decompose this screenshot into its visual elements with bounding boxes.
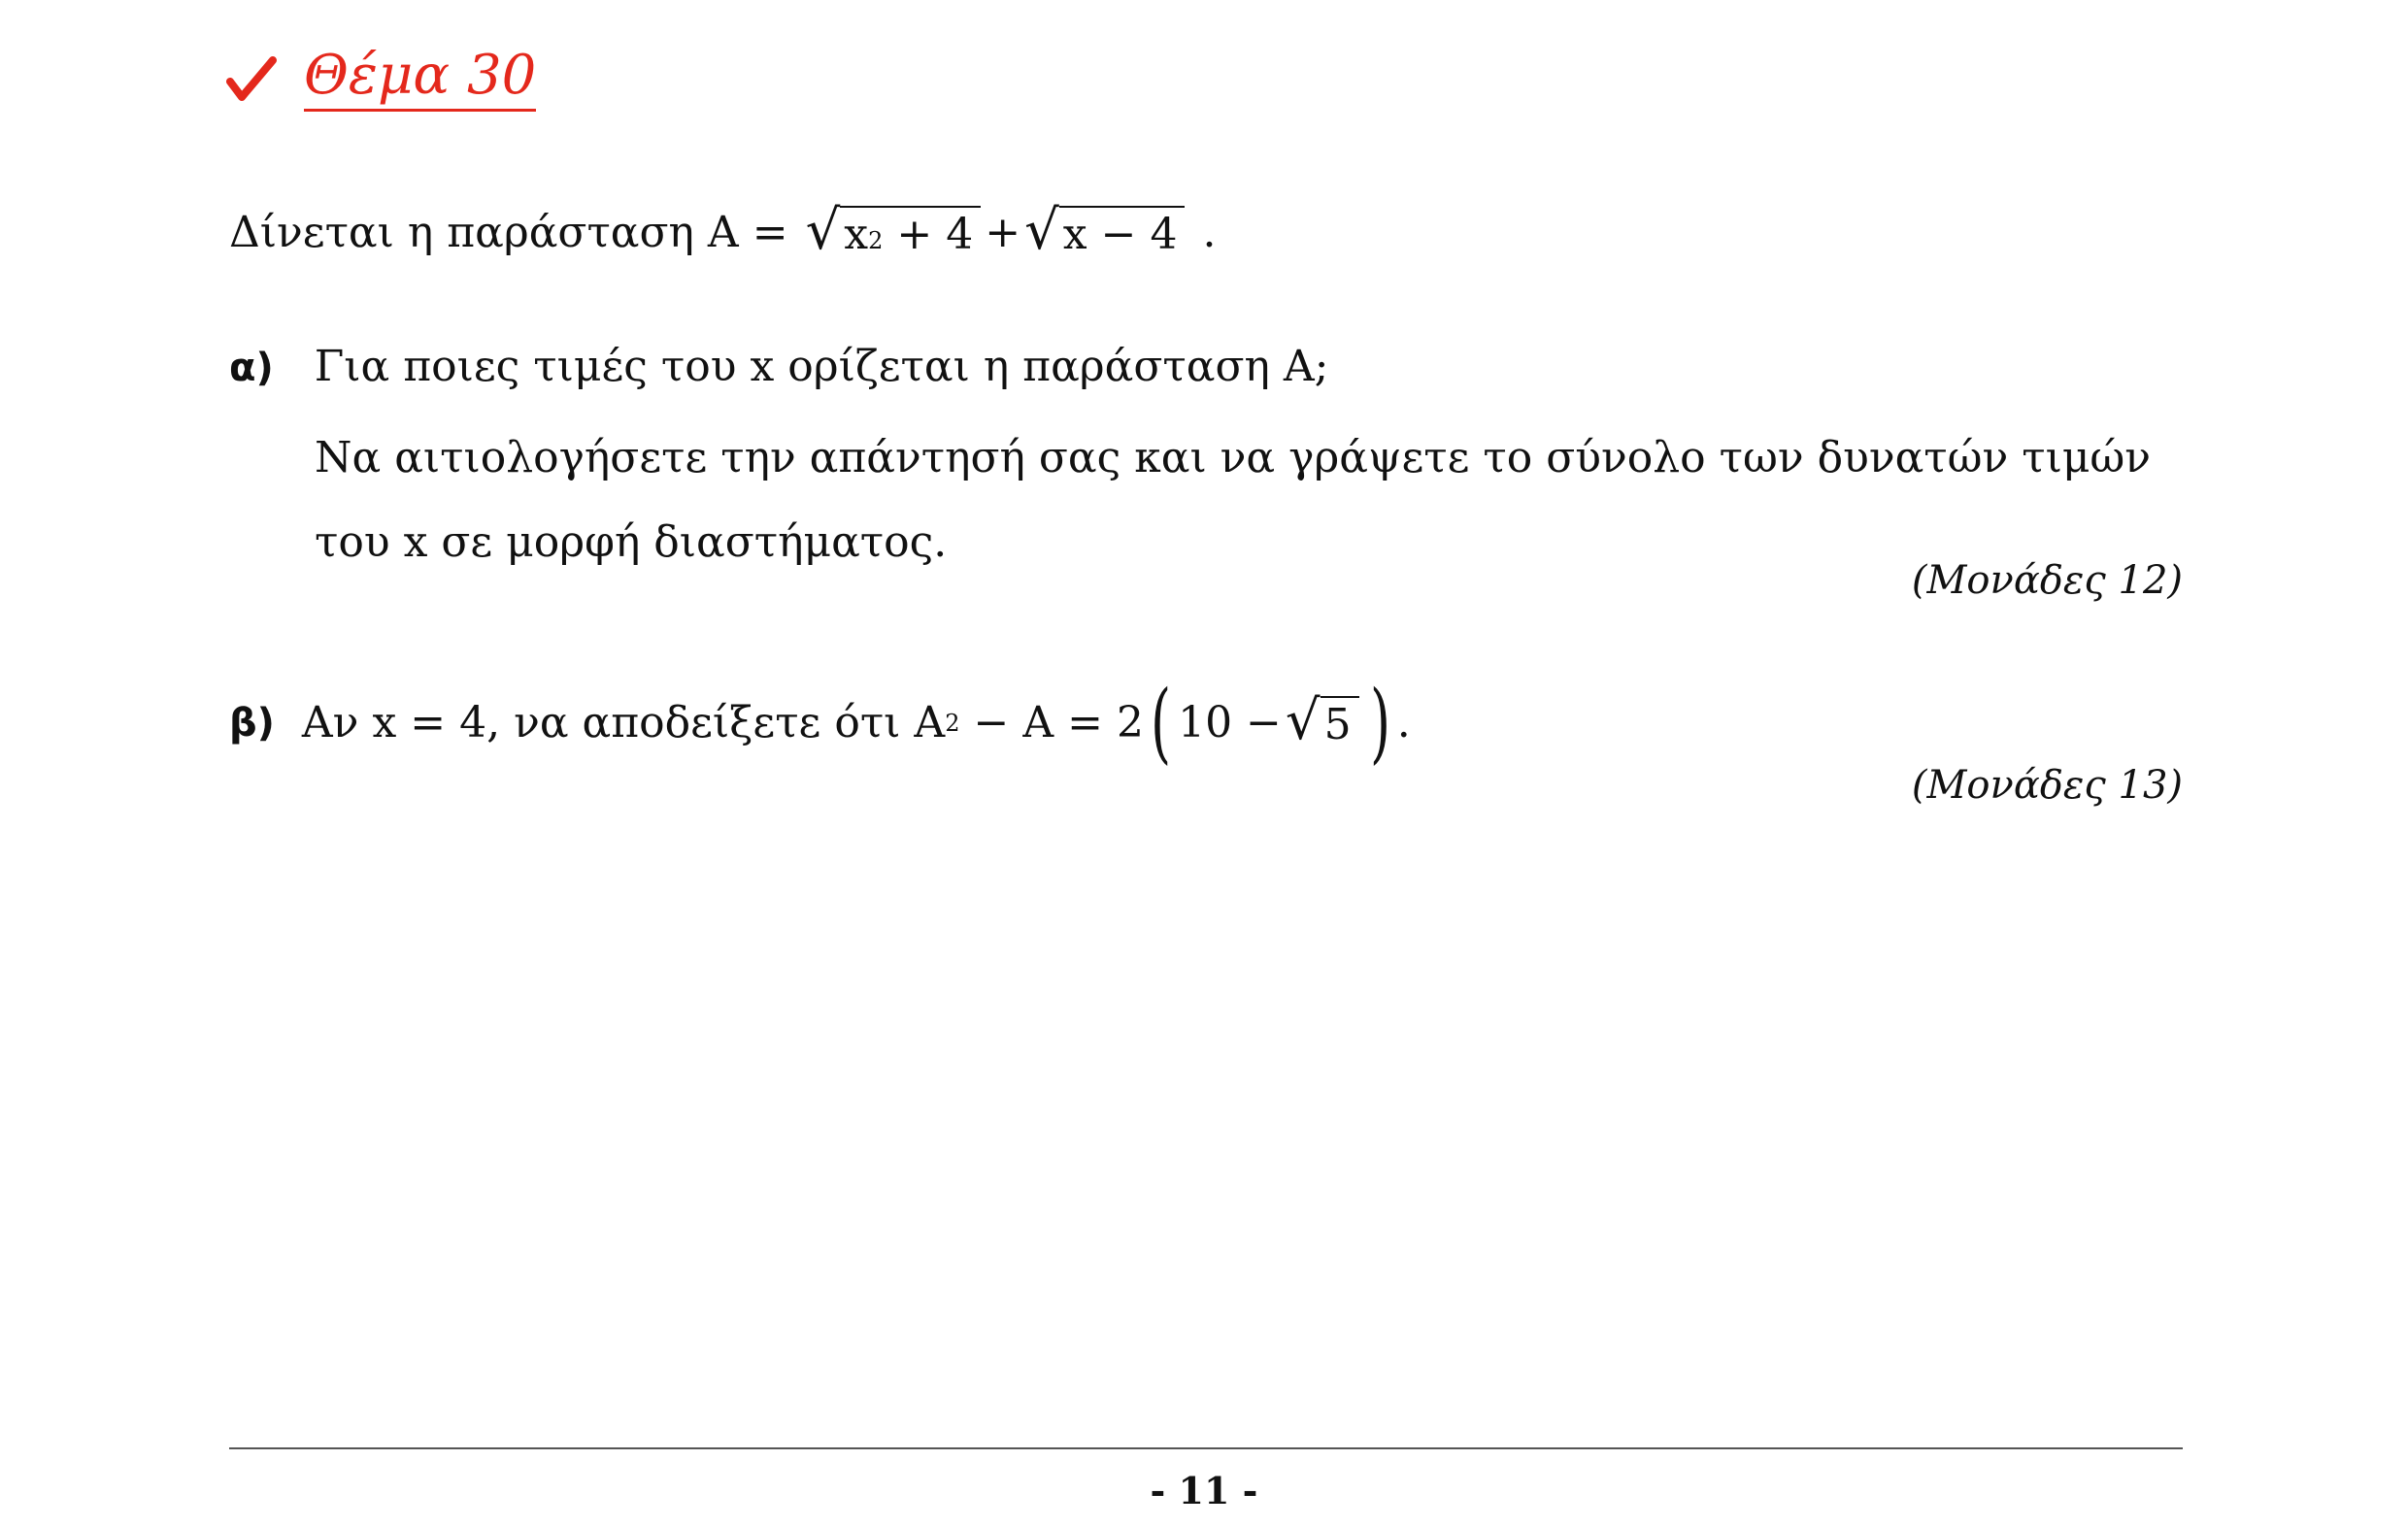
part-b-t2: , να αποδείξετε ότι [486,697,901,747]
part-b-t1: Αν [301,697,359,747]
intro-line [229,199,1217,262]
part-a-question [229,342,1328,393]
paren-close: ) [1369,672,1390,774]
part-b-line: β) Αν x = 4 , να αποδείξετε ότι Α 2 − Α = 2 ( 10 − √ 5 ) . [229,672,1411,774]
part-b-marks: (Μονάδες 13) [1911,763,2183,808]
sqrt-1-rest: + 4 [896,210,974,259]
part-a-line1: Να αιτιολογήσετε την απάντησή σας και να γράψετε το σύνολο των δυνατών τιμών [315,433,2152,482]
footer-divider [229,1447,2183,1449]
sqrt-1-base: x [844,210,869,259]
part-a-text: Για ποιες τιμές του x ορίζεται η παράσταση Α; [314,342,1329,391]
part-b-inner: 10 − [1178,697,1282,747]
intro-A: Α [707,208,739,257]
intro-end: . [1202,208,1217,257]
part-b-A: Α [914,697,946,747]
part-a-label: α) [229,346,274,390]
page-number: - 11 - [1150,1469,1258,1512]
paren-open: ( [1150,672,1172,774]
sqrt-1: √ x 2 + 4 [806,206,982,261]
intro-eq: = [752,208,788,257]
checkmark-icon [226,54,277,105]
sqrt-2-content: x − 4 [1062,210,1178,259]
intro-text: Δίνεται η παράσταση [229,208,694,257]
sqrt-3-content: 5 [1323,699,1352,749]
part-b-label: β) [229,701,275,746]
part-b-rest: − Α = 2 [973,697,1144,747]
part-b-end: . [1396,697,1411,747]
section-title: Θέμα 30 [304,49,536,112]
title-row [226,41,536,118]
part-b-cond: x = 4 [372,697,487,747]
intro-plus: + [985,208,1021,257]
sqrt-2: √ x − 4 [1024,206,1185,261]
part-a-line2: του x σε μορφή διαστήματος. [315,517,948,567]
sqrt-3: √ 5 [1286,696,1359,751]
part-a-marks: (Μονάδες 12) [1911,558,2183,603]
